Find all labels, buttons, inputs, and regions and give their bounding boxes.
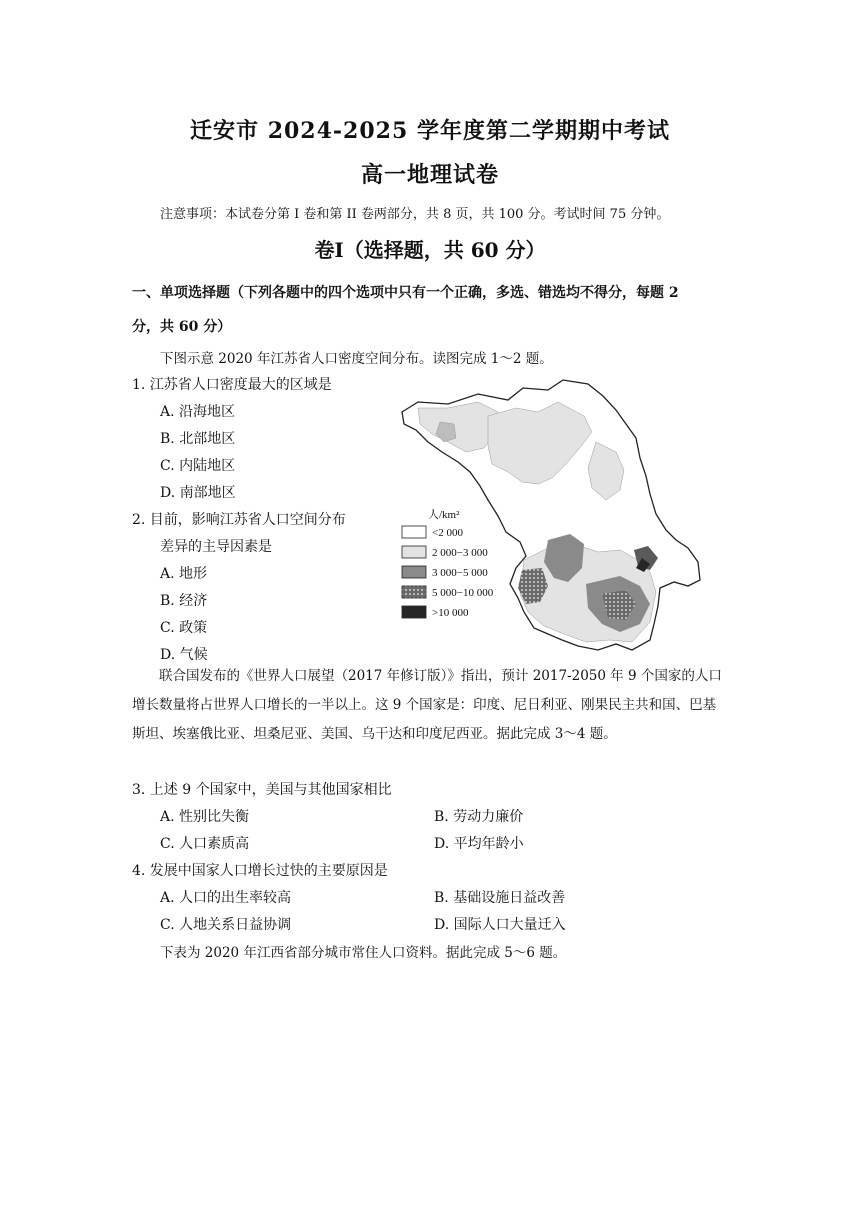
legend-swatch-3 — [402, 586, 426, 598]
legend-swatch-1 — [402, 546, 426, 558]
legend-swatch-2 — [402, 566, 426, 578]
question-3-stem: 3. 上述 9 个国家中，美国与其他国家相比 — [132, 782, 392, 798]
legend-swatch-0 — [402, 526, 426, 538]
question-2-option-b[interactable]: B. 经济 — [160, 593, 208, 609]
question-1-option-a[interactable]: A. 沿海地区 — [160, 404, 236, 420]
volume-title: 卷Ⅰ（选择题，共 60 分） — [314, 238, 546, 262]
intro-q5-6: 下表为 2020 年江西省部分城市常住人口资料。据此完成 5～6 题。 — [160, 945, 567, 961]
question-1-option-b[interactable]: B. 北部地区 — [160, 431, 236, 447]
question-4-stem: 4. 发展中国家人口增长过快的主要原因是 — [132, 863, 388, 879]
question-4-option-d[interactable]: D. 国际人口大量迁入 — [434, 917, 566, 933]
jiangsu-population-density-map — [388, 372, 730, 664]
question-3-option-b[interactable]: B. 劳动力廉价 — [434, 809, 524, 825]
legend-label-3: 5 000−10 000 — [432, 587, 494, 599]
question-1-stem: 1. 江苏省人口密度最大的区域是 — [132, 377, 332, 393]
question-3-option-d[interactable]: D. 平均年龄小 — [434, 836, 524, 852]
intro-q1-2: 下图示意 2020 年江苏省人口密度空间分布。读图完成 1～2 题。 — [160, 351, 553, 367]
question-3-option-c[interactable]: C. 人口素质高 — [160, 836, 250, 852]
legend-swatch-4 — [402, 606, 426, 618]
question-2-option-c[interactable]: C. 政策 — [160, 620, 208, 636]
legend-title: 人/km² — [428, 509, 460, 521]
question-2-option-a[interactable]: A. 地形 — [160, 566, 208, 582]
legend-label-4: >10 000 — [432, 607, 469, 619]
section-heading-line2: 分，共 60 分） — [132, 319, 232, 335]
exam-subtitle: 高一地理试卷 — [360, 162, 499, 188]
exam-title: 迁安市 2024-2025 学年度第二学期期中考试 — [190, 118, 670, 144]
legend-label-1: 2 000−3 000 — [432, 547, 488, 559]
exam-notice: 注意事项：本试卷分第 I 卷和第 II 卷两部分，共 8 页，共 100 分。考试时间 75 分钟。 — [160, 207, 670, 222]
question-4-option-c[interactable]: C. 人地关系日益协调 — [160, 917, 292, 933]
legend — [402, 526, 494, 619]
question-2-stem-line1: 2. 目前，影响江苏省人口空间分布 — [132, 512, 346, 528]
legend-label-0: <2 000 — [432, 527, 463, 539]
intro-q3-4: 联合国发布的《世界人口展望（2017 年修订版）》指出，预计 2017-2050 年 9 个国家的人口增长数量将占世界人口增长的一半以上。这 9 个国家是：印度、尼日利亚、刚果民主共和国、巴基斯坦、埃塞俄比亚、坦桑尼亚、美国、乌干达和印度尼西亚。据此完成 3～4 题。 — [132, 668, 722, 742]
legend-label-2: 3 000−5 000 — [432, 567, 488, 579]
question-2-stem-line2: 差异的主导因素是 — [160, 539, 272, 555]
density-zone-north — [418, 402, 498, 452]
section-heading-line1: 一、单项选择题（下列各题中的四个选项中只有一个正确，多选、错选均不得分，每题 2 — [132, 285, 679, 301]
question-1-option-d[interactable]: D. 南部地区 — [160, 485, 236, 501]
question-1-option-c[interactable]: C. 内陆地区 — [160, 458, 236, 474]
question-4-option-a[interactable]: A. 人口的出生率较高 — [160, 890, 292, 906]
question-4-option-b[interactable]: B. 基础设施日益改善 — [434, 890, 566, 906]
question-2-option-d[interactable]: D. 气候 — [160, 647, 208, 663]
question-3-option-a[interactable]: A. 性别比失衡 — [160, 809, 250, 825]
